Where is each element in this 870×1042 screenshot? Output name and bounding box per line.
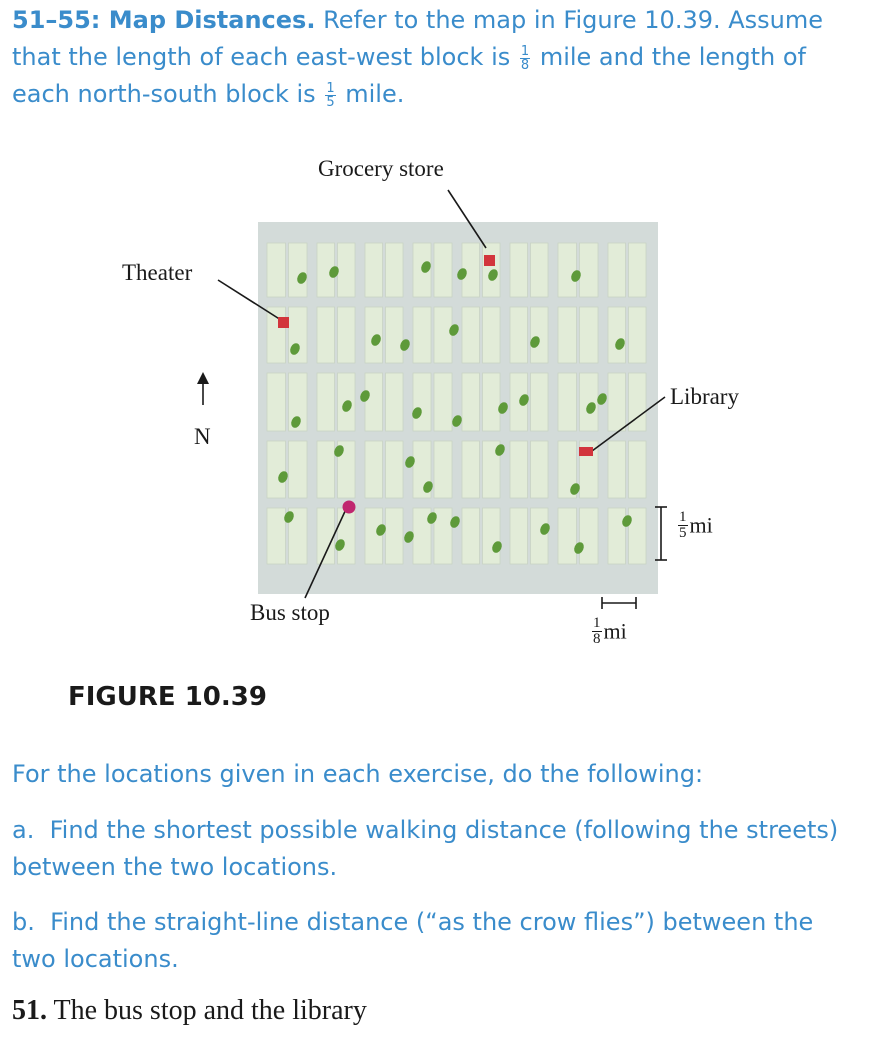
scale-bar-east-west (602, 597, 636, 609)
city-block (267, 373, 286, 431)
city-block (267, 243, 286, 297)
city-block (558, 307, 577, 363)
city-block (580, 508, 599, 564)
instruction-a-label: a. (12, 816, 35, 844)
intro-text-1: Refer to the map in Figure 10.39. Assume that the length of each east-west block is (12, 6, 824, 71)
city-block (365, 508, 383, 564)
city-block (434, 441, 452, 498)
bus-stop-label: Bus stop (250, 600, 330, 625)
north-arrow (197, 372, 209, 405)
city-block (338, 307, 356, 363)
city-block (608, 373, 626, 431)
city-block (531, 441, 549, 498)
city-block (531, 373, 549, 431)
city-block (289, 243, 308, 297)
city-block (629, 508, 647, 564)
scale-label-east-west: $\frac{1}{8}$ mi (593, 615, 627, 647)
city-block (629, 441, 647, 498)
city-block (365, 307, 383, 363)
exercise-number: 51. (12, 995, 47, 1026)
city-block (608, 508, 626, 564)
city-block (462, 508, 480, 564)
city-block (317, 307, 335, 363)
city-block (338, 243, 356, 297)
city-block (462, 307, 480, 363)
exercise-51 (12, 995, 367, 1027)
city-block (365, 243, 383, 297)
city-block (608, 307, 626, 363)
city-block (365, 373, 383, 431)
city-block (434, 243, 452, 297)
grocery-store-label: Grocery store (318, 156, 444, 181)
city-block (608, 243, 626, 297)
city-block (317, 373, 335, 431)
instructions-lead: For the locations given in each exercise, do the following: (12, 760, 704, 788)
intro-text-3: mile. (345, 80, 405, 108)
north-label: N (194, 424, 211, 449)
city-block (267, 307, 286, 363)
city-block (629, 307, 647, 363)
city-block (510, 243, 528, 297)
city-map (0, 150, 870, 670)
theater-marker (278, 317, 289, 328)
intro-paragraph (12, 2, 862, 113)
city-block (483, 508, 501, 564)
grocery-store-marker (484, 255, 495, 266)
city-block (434, 307, 452, 363)
figure-title: FIGURE 10.39 (68, 682, 267, 712)
city-block (483, 373, 501, 431)
problem-range-heading: 51–55: Map Distances. (12, 6, 316, 34)
instruction-b-text: Find the straight-line distance (“as the crow flies”) between the two locations. (12, 908, 814, 973)
city-block (510, 441, 528, 498)
theater-label: Theater (122, 260, 193, 285)
city-block (317, 441, 335, 498)
city-block (434, 373, 452, 431)
city-block (413, 307, 431, 363)
city-block (386, 243, 404, 297)
instruction-b (12, 904, 862, 978)
city-block (531, 508, 549, 564)
bus-stop-marker (343, 501, 356, 514)
fraction-north-south: $\frac{1}{5}$ (326, 80, 335, 110)
map-figure (0, 150, 870, 670)
city-block (558, 243, 577, 297)
city-block (338, 508, 356, 564)
city-block (483, 307, 501, 363)
intro-text-2: mile and the length of each north-south block is (12, 43, 806, 108)
city-block (386, 441, 404, 498)
city-block (386, 307, 404, 363)
scale-label-north-south: $\frac{1}{5}$ mi (679, 509, 713, 541)
city-block (289, 441, 308, 498)
city-block (386, 508, 404, 564)
library-marker (579, 447, 593, 456)
city-block (558, 373, 577, 431)
fraction-east-west: $\frac{1}{8}$ (520, 43, 530, 73)
city-block (317, 508, 335, 564)
city-block (462, 441, 480, 498)
city-block (365, 441, 383, 498)
city-block (629, 243, 647, 297)
exercise-text: The bus stop and the library (53, 995, 367, 1026)
north-arrow-icon (197, 372, 209, 384)
city-block (580, 243, 599, 297)
city-block (580, 307, 599, 363)
city-block (608, 441, 626, 498)
city-block (462, 373, 480, 431)
instruction-a (12, 812, 862, 886)
city-block (289, 307, 308, 363)
city-block (531, 307, 549, 363)
city-block (267, 508, 286, 564)
city-block (580, 373, 599, 431)
city-block (386, 373, 404, 431)
city-block (413, 373, 431, 431)
city-block (483, 243, 501, 297)
instruction-b-label: b. (12, 908, 35, 936)
city-block (531, 243, 549, 297)
city-block (510, 508, 528, 564)
city-block (510, 307, 528, 363)
instruction-a-text: Find the shortest possible walking distance (following the streets) between the two locations. (12, 816, 839, 881)
library-label: Library (670, 384, 739, 409)
city-block (267, 441, 286, 498)
city-block (558, 508, 577, 564)
